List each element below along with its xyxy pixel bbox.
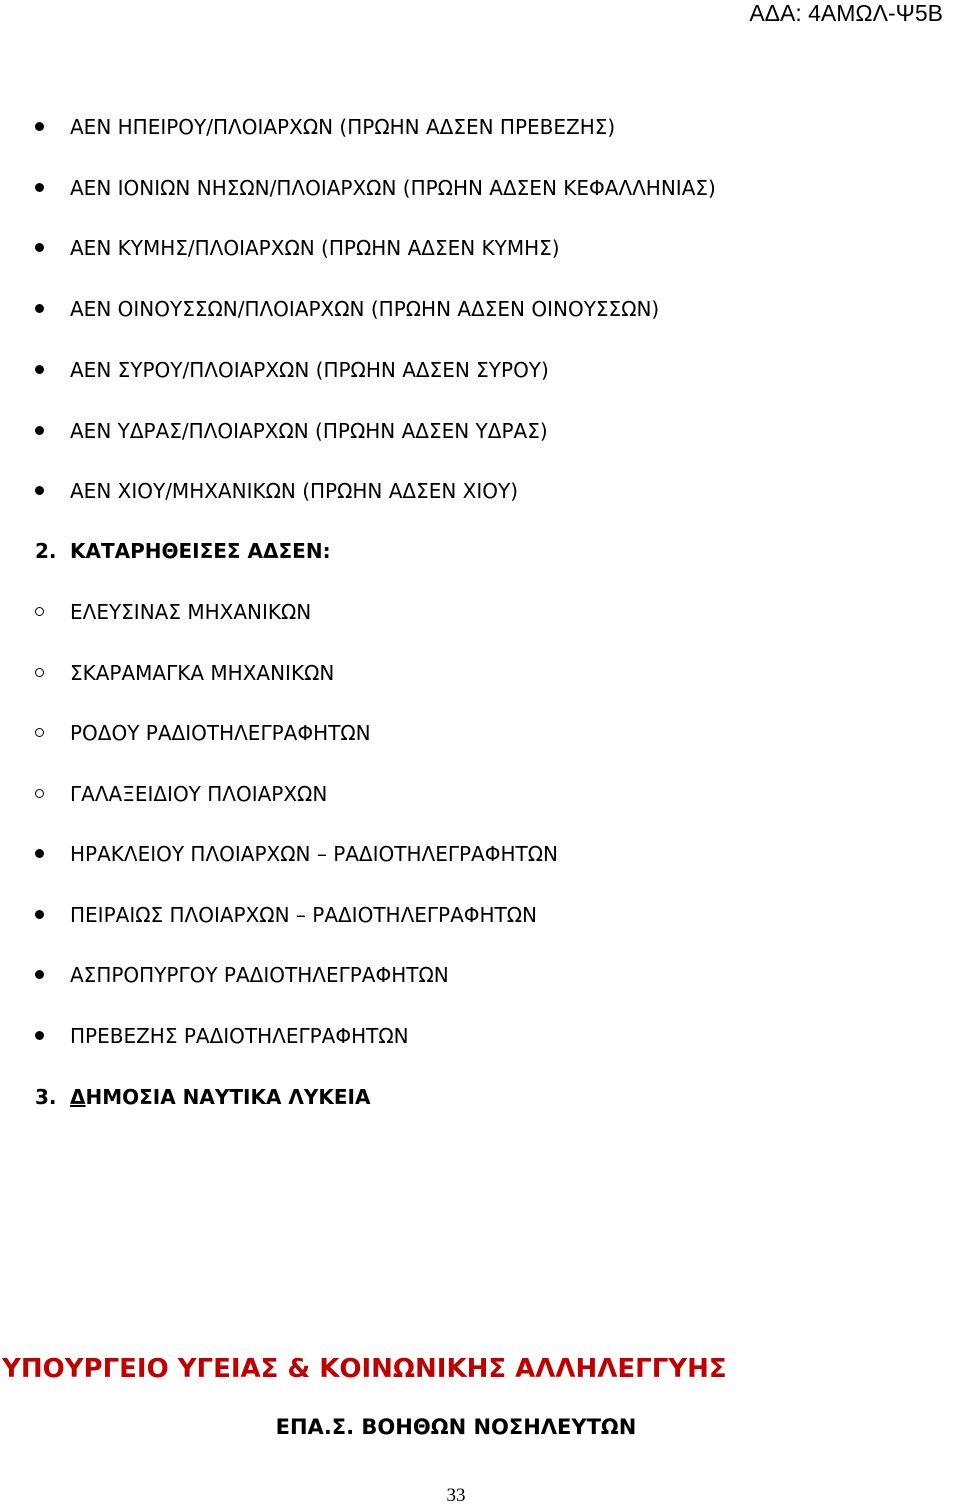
list-item-text: ΕΛΕΥΣΙΝΑΣ ΜΗΧΑΝΙΚΩΝ xyxy=(70,600,312,624)
bullet-icon xyxy=(35,304,44,313)
bullet-icon xyxy=(35,668,44,677)
list-item xyxy=(0,1021,940,1051)
bullet-icon xyxy=(35,607,44,616)
bullet-icon xyxy=(35,365,44,374)
list-item xyxy=(0,112,940,142)
list-item-text: ΑΕΝ ΙΟΝΙΩΝ ΝΗΣΩΝ/ΠΛΟΙΑΡΧΩΝ (ΠΡΩΗΝ ΑΔΣΕΝ ΚΕΦΑΛΛΗΝΙΑΣ) xyxy=(70,176,716,200)
list-item xyxy=(0,233,940,263)
section-heading xyxy=(35,1082,370,1112)
list-item-text: ΑΕΝ ΣΥΡΟΥ/ΠΛΟΙΑΡΧΩΝ (ΠΡΩΗΝ ΑΔΣΕΝ ΣΥΡΟΥ) xyxy=(70,358,549,382)
list-item xyxy=(0,294,940,324)
list-item xyxy=(0,779,940,809)
list-item-text: ΑΕΝ ΚΥΜΗΣ/ΠΛΟΙΑΡΧΩΝ (ΠΡΩΗΝ ΑΔΣΕΝ ΚΥΜΗΣ) xyxy=(70,236,560,260)
bullet-icon xyxy=(35,426,44,435)
specialty-title: ΕΠΑ.Σ. ΒΟΗΘΩΝ ΝΟΣΗΛΕΥΤΩΝ xyxy=(275,1415,637,1439)
list-item xyxy=(0,839,940,869)
list-item-text: ΑΣΠΡΟΠΥΡΓΟΥ ΡΑΔΙΟΤΗΛΕΓΡΑΦΗΤΩΝ xyxy=(70,963,449,987)
bullet-icon xyxy=(35,789,44,798)
bullet-icon xyxy=(35,486,44,495)
section-title: ΗΜΟΣΙΑ ΝΑΥΤΙΚΑ ΛΥΚΕΙΑ xyxy=(85,1085,371,1109)
ada-code: ΑΔΑ: 4ΑΜΩΛ-Ψ5Β xyxy=(749,0,943,26)
list-item xyxy=(0,173,940,203)
list-item-text: ΑΕΝ ΧΙΟΥ/ΜΗΧΑΝΙΚΩΝ (ΠΡΩΗΝ ΑΔΣΕΝ ΧΙΟΥ) xyxy=(70,479,519,503)
section-number: 2. xyxy=(35,539,57,563)
bullet-icon xyxy=(35,183,44,192)
list-item xyxy=(0,718,940,748)
list-item xyxy=(0,355,940,385)
ministry-title: ΥΠΟΥΡΓΕΙΟ ΥΓΕΙΑΣ & ΚΟΙΝΩΝΙΚΗΣ ΑΛΛΗΛΕΓΓΥΗΣ xyxy=(2,1354,727,1384)
list-item-text: ΓΑΛΑΞΕΙΔΙΟΥ ΠΛΟΙΑΡΧΩΝ xyxy=(70,782,328,806)
section-title-initial: Δ xyxy=(70,1085,86,1109)
list-item-text: ΗΡΑΚΛΕΙΟΥ ΠΛΟΙΑΡΧΩΝ – ΡΑΔΙΟΤΗΛΕΓΡΑΦΗΤΩΝ xyxy=(70,842,558,866)
bullet-icon xyxy=(35,970,44,979)
list-item xyxy=(0,416,940,446)
list-item-text: ΑΕΝ ΥΔΡΑΣ/ΠΛΟΙΑΡΧΩΝ (ΠΡΩΗΝ ΑΔΣΕΝ ΥΔΡΑΣ) xyxy=(70,419,548,443)
list-item xyxy=(0,476,940,506)
bullet-icon xyxy=(35,1031,44,1040)
list-item xyxy=(0,960,940,990)
bullet-icon xyxy=(35,849,44,858)
bullet-icon xyxy=(35,122,44,131)
list-item-text: ΡΟΔΟΥ ΡΑΔΙΟΤΗΛΕΓΡΑΦΗΤΩΝ xyxy=(70,721,371,745)
bullet-icon xyxy=(35,728,44,737)
list-item xyxy=(0,597,940,627)
list-item-text: ΣΚΑΡΑΜΑΓΚΑ ΜΗΧΑΝΙΚΩΝ xyxy=(70,661,335,685)
list-item xyxy=(0,900,940,930)
list-item-text: ΠΡΕΒΕΖΗΣ ΡΑΔΙΟΤΗΛΕΓΡΑΦΗΤΩΝ xyxy=(70,1024,409,1048)
page-number: 33 xyxy=(446,1485,466,1506)
list-item-text: ΠΕΙΡΑΙΩΣ ΠΛΟΙΑΡΧΩΝ – ΡΑΔΙΟΤΗΛΕΓΡΑΦΗΤΩΝ xyxy=(70,903,538,927)
list-item xyxy=(0,658,940,688)
list-item-text: ΑΕΝ ΗΠΕΙΡΟΥ/ΠΛΟΙΑΡΧΩΝ (ΠΡΩΗΝ ΑΔΣΕΝ ΠΡΕΒΕΖΗΣ) xyxy=(70,115,616,139)
list-item-text: ΑΕΝ ΟΙΝΟΥΣΣΩΝ/ΠΛΟΙΑΡΧΩΝ (ΠΡΩΗΝ ΑΔΣΕΝ ΟΙΝΟΥΣΣΩΝ) xyxy=(70,297,660,321)
section-number: 3. xyxy=(35,1085,57,1109)
bullet-icon xyxy=(35,243,44,252)
section-heading xyxy=(35,536,331,566)
section-title: ΚΑΤΑΡΗΘΕΙΣΕΣ ΑΔΣΕΝ: xyxy=(70,539,331,563)
bullet-icon xyxy=(35,910,44,919)
